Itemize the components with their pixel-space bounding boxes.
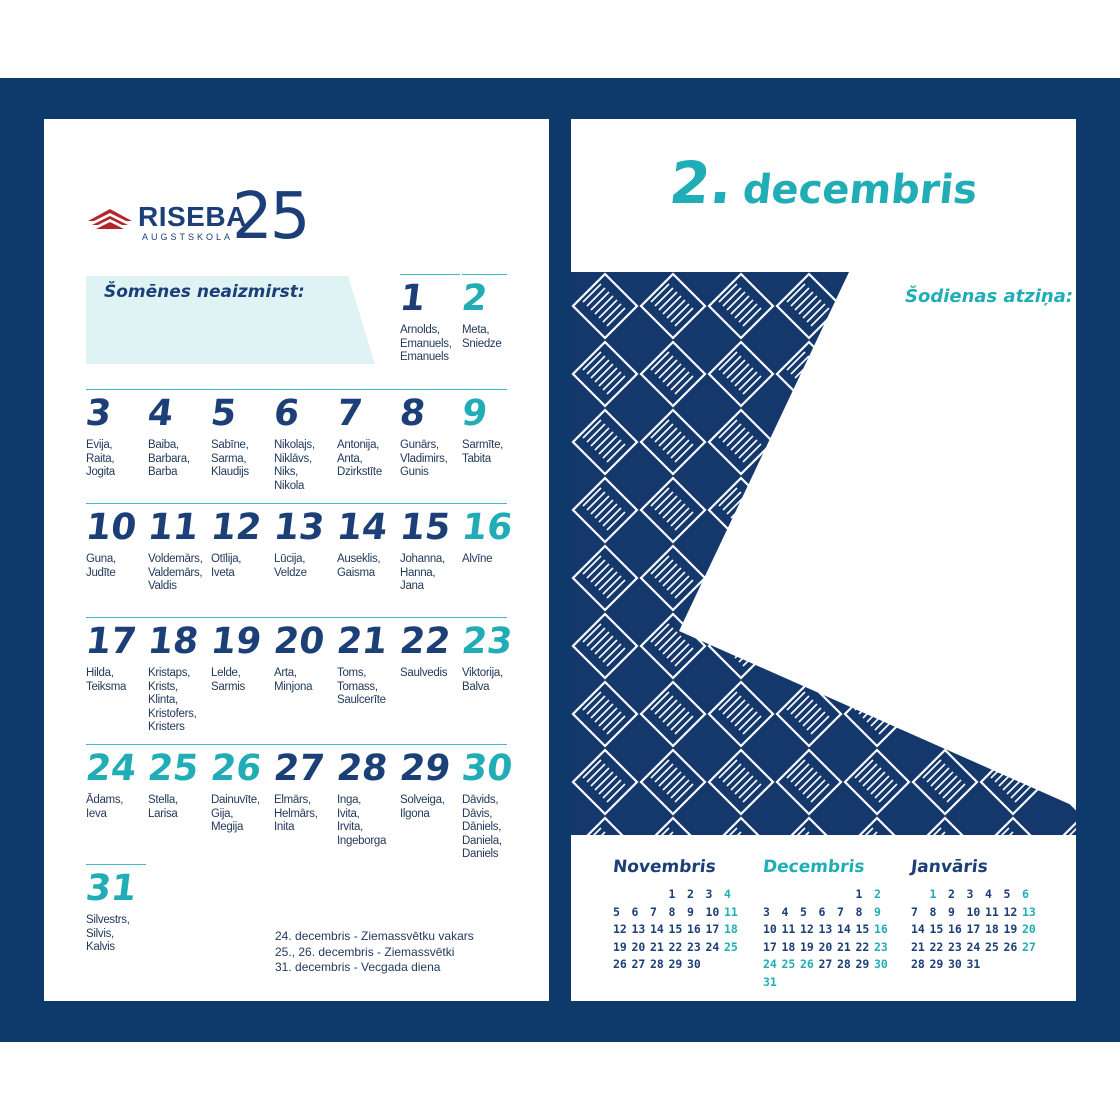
mini-calendar-day: 2 xyxy=(948,887,955,901)
day-number: 24 xyxy=(83,748,139,789)
mini-calendar-day: 27 xyxy=(818,957,833,971)
day-number: 8 xyxy=(397,393,428,434)
mini-calendar-day: 18 xyxy=(724,922,738,936)
mini-calendar-day: 19 xyxy=(613,939,627,954)
mini-calendar-day: 11 xyxy=(781,922,796,936)
day-number: 2 xyxy=(459,278,490,319)
name-day-names: Otīlija, Iveta xyxy=(211,553,242,579)
mini-calendar-day xyxy=(613,887,632,903)
mini-calendar-day: 17 xyxy=(966,922,981,936)
mini-calendar-day: 8 xyxy=(668,904,676,919)
mini-calendar-day: 6 xyxy=(631,904,639,919)
name-day-names: Kristaps, Krists, Klinta, Kristofers, Kristers xyxy=(148,667,197,733)
mini-calendar-day: 29 xyxy=(668,957,683,971)
mini-calendar-day: 23 xyxy=(948,939,962,954)
mini-calendar-day: 27 xyxy=(1022,939,1036,954)
holiday-list xyxy=(275,929,474,976)
name-day-names: Sabīne, Sarma, Klaudijs xyxy=(211,439,249,478)
mini-calendar-day: 6 xyxy=(818,904,826,919)
name-day-names: Antonija, Anta, Dzirkstīte xyxy=(337,439,382,478)
current-date xyxy=(571,149,1076,217)
mini-calendar-day: 16 xyxy=(687,922,701,936)
mini-calendar-day xyxy=(911,887,930,903)
mini-calendar-day: 9 xyxy=(874,904,881,919)
day-number: 22 xyxy=(397,621,453,662)
mini-calendar-day: 18 xyxy=(781,939,796,954)
mini-calendar-day xyxy=(650,887,669,903)
holiday-item: 31. decembris - Vecgada diena xyxy=(275,960,441,974)
name-day-names: Dainuvīte, Gija, Megija xyxy=(211,794,260,833)
mini-calendar-day: 20 xyxy=(818,939,833,954)
name-day-names: Arnolds, Emanuels, Emanuels xyxy=(400,324,452,363)
mini-calendar-day: 7 xyxy=(837,904,844,919)
names-page xyxy=(44,119,549,1001)
day-number: 11 xyxy=(145,507,201,548)
day-number: 30 xyxy=(459,748,515,789)
mini-calendar-grid xyxy=(613,887,763,973)
mini-calendar-day: 16 xyxy=(948,922,962,936)
mini-calendar-day: 2 xyxy=(687,887,694,901)
name-day-names: Toms, Tomass, Saulcerīte xyxy=(337,667,386,706)
mini-calendar-day: 12 xyxy=(1003,904,1018,919)
mini-calendar-day: 4 xyxy=(724,887,731,901)
mini-calendar-day: 29 xyxy=(929,957,944,971)
name-day-names: Johanna, Hanna, Jana xyxy=(400,553,445,592)
mini-calendar-day: 11 xyxy=(724,904,738,919)
row-divider xyxy=(86,617,507,618)
mini-calendar-day: 21 xyxy=(911,939,925,954)
day-number: 1 xyxy=(397,278,428,319)
mini-calendar-day: 5 xyxy=(800,904,807,919)
mini-calendar-day: 6 xyxy=(1022,887,1029,901)
mini-calendar-day: 8 xyxy=(855,904,863,919)
logo-subtitle: AUGSTSKOLA xyxy=(142,232,234,242)
mini-calendar-day: 10 xyxy=(763,922,777,936)
mini-calendar-day: 8 xyxy=(929,904,937,919)
mini-calendar-day xyxy=(763,887,782,903)
mini-calendar-day xyxy=(837,975,856,991)
mini-calendar-day xyxy=(800,887,819,903)
holiday-item: 24. decembris - Ziemassvētku vakars xyxy=(275,929,474,943)
day-number: 19 xyxy=(208,621,264,662)
name-day-names: Nikolajs, Niklāvs, Niks, Nikola xyxy=(274,439,315,492)
mini-calendar-day: 5 xyxy=(613,904,620,919)
mini-calendar-day: 31 xyxy=(763,974,777,989)
mini-calendar-day: 11 xyxy=(985,904,999,919)
riseba-logo xyxy=(86,181,326,261)
mini-calendar-day: 13 xyxy=(631,922,646,936)
mini-calendar-day: 1 xyxy=(668,887,676,901)
logo-anniversary: 25 xyxy=(232,180,308,254)
day-number: 21 xyxy=(334,621,390,662)
mini-calendar-day: 18 xyxy=(985,922,999,936)
mini-calendar-day: 4 xyxy=(781,904,789,919)
name-day-names: Solveiga, Ilgona xyxy=(400,794,445,820)
mini-calendar-day: 19 xyxy=(800,939,814,954)
day-number: 27 xyxy=(271,748,327,789)
name-day-names: Voldemārs, Valdemārs, Valdis xyxy=(148,553,203,592)
mini-calendar-day: 17 xyxy=(763,939,777,954)
name-day-names: Auseklis, Gaisma xyxy=(337,553,381,579)
name-day-names: Lelde, Sarmis xyxy=(211,667,245,693)
mini-calendar-day: 24 xyxy=(966,939,981,954)
day-number: 15 xyxy=(397,507,453,548)
name-day-names: Hilda, Teiksma xyxy=(86,667,127,693)
day-number: 10 xyxy=(83,507,139,548)
mini-calendar-day: 25 xyxy=(724,939,738,954)
day-number: 12 xyxy=(208,507,264,548)
mini-calendar-day xyxy=(706,957,725,973)
mini-calendar-day xyxy=(782,887,801,903)
name-day-names: Guna, Judīte xyxy=(86,553,116,579)
mini-calendar-day: 24 xyxy=(705,939,720,954)
name-day-names: Lūcija, Veldze xyxy=(274,553,307,579)
mini-calendar-day: 13 xyxy=(1022,904,1036,919)
notes-label: Šomēnes neaizmirst: xyxy=(104,282,305,302)
day-number: 31 xyxy=(83,868,139,909)
day-number: 29 xyxy=(397,748,453,789)
day-number: 16 xyxy=(459,507,515,548)
mini-calendar-day: 19 xyxy=(1003,922,1018,936)
day-number: 4 xyxy=(145,393,176,434)
mini-calendar-title: Decembris xyxy=(761,857,866,877)
mini-calendar-day: 14 xyxy=(911,922,925,936)
mini-calendar-day: 9 xyxy=(948,904,955,919)
mini-calendar-day xyxy=(837,887,856,903)
row-divider xyxy=(86,744,507,745)
mini-calendar-day: 20 xyxy=(631,939,646,954)
name-day-names: Saulvedis xyxy=(400,667,448,679)
name-day-names: Ādams, Ieva xyxy=(86,794,124,820)
mini-calendar-day: 10 xyxy=(966,904,981,919)
mini-calendar-day: 28 xyxy=(837,957,851,971)
riseba-emblem-icon xyxy=(86,203,134,233)
mini-calendar-day: 15 xyxy=(929,922,944,936)
logo-name: RISEBA xyxy=(138,201,247,232)
day-number: 23 xyxy=(459,621,515,662)
mini-calendar-day: 25 xyxy=(781,957,796,971)
day-divider xyxy=(400,274,460,275)
mini-calendar-day: 2 xyxy=(874,887,881,901)
mini-calendar-day: 31 xyxy=(966,957,981,971)
day-page xyxy=(571,119,1076,1001)
day-number: 20 xyxy=(271,621,327,662)
mini-calendar-day: 14 xyxy=(837,922,851,936)
day-number: 13 xyxy=(271,507,327,548)
mini-calendar-day: 3 xyxy=(966,887,974,901)
day-number: 28 xyxy=(334,748,390,789)
name-day-names: Evija, Raita, Jogita xyxy=(86,439,115,478)
mini-calendar-day: 3 xyxy=(763,904,770,919)
name-day-names: Elmārs, Helmārs, Inita xyxy=(274,794,318,833)
mini-calendar-day xyxy=(856,975,875,991)
mini-calendar-day: 26 xyxy=(613,957,627,971)
row-divider xyxy=(86,503,507,504)
mini-calendar-day: 20 xyxy=(1022,922,1036,936)
mini-calendar-day: 21 xyxy=(837,939,851,954)
mini-calendar-day: 7 xyxy=(911,904,918,919)
mini-calendar-day: 12 xyxy=(800,922,814,936)
mini-calendar-day: 28 xyxy=(911,957,925,971)
mini-calendar xyxy=(613,857,763,973)
mini-calendar-day: 30 xyxy=(948,957,962,971)
name-day-names: Meta, Sniedze xyxy=(462,324,502,350)
name-day-names: Silvestrs, Silvis, Kalvis xyxy=(86,914,130,953)
name-day-names: Alvīne xyxy=(462,553,493,565)
day-divider xyxy=(86,864,146,865)
name-day-names: Sarmīte, Tabita xyxy=(462,439,504,465)
mini-calendar-day: 26 xyxy=(800,957,814,971)
mini-calendar-day xyxy=(985,957,1004,973)
mini-calendar-title: Novembris xyxy=(611,857,717,877)
mini-calendar-day: 21 xyxy=(650,939,664,954)
mini-calendar-day: 22 xyxy=(668,939,683,954)
mini-calendar-day: 23 xyxy=(874,939,888,954)
day-number: 18 xyxy=(145,621,201,662)
name-day-names: Inga, Ivita, Irvita, Ingeborga xyxy=(337,794,387,847)
mini-calendar-day: 16 xyxy=(874,922,888,936)
day-number: 14 xyxy=(334,507,390,548)
mini-calendar-day xyxy=(819,975,838,991)
day-number: 6 xyxy=(271,393,302,434)
mini-calendar-day: 14 xyxy=(650,922,664,936)
mini-calendar xyxy=(911,857,1061,973)
mini-calendar-day: 30 xyxy=(687,957,701,971)
mini-calendar-day: 7 xyxy=(650,904,657,919)
day-number: 25 xyxy=(145,748,201,789)
mini-calendar-day xyxy=(632,887,651,903)
day-number: 3 xyxy=(83,393,114,434)
mini-calendar-day: 27 xyxy=(631,957,646,971)
mini-calendar-day: 9 xyxy=(687,904,694,919)
mini-calendar-day: 15 xyxy=(855,922,870,936)
name-day-names: Stella, Larisa xyxy=(148,794,178,820)
quote-label: Šodienas atziņa: xyxy=(905,286,1074,307)
mini-calendar-day: 24 xyxy=(763,957,777,971)
mini-calendar-day: 12 xyxy=(613,922,627,936)
mini-calendar-grid xyxy=(763,887,913,990)
name-day-names: Viktorija, Balva xyxy=(462,667,503,693)
name-day-names: Gunārs, Vladimirs, Gunis xyxy=(400,439,448,478)
mini-calendar-day: 29 xyxy=(855,957,870,971)
mini-calendar-day: 28 xyxy=(650,957,664,971)
mini-calendar-day: 26 xyxy=(1003,939,1018,954)
day-number: 5 xyxy=(208,393,239,434)
mini-calendar-day: 13 xyxy=(818,922,833,936)
mini-calendar-day: 17 xyxy=(705,922,720,936)
mini-calendar-day: 4 xyxy=(985,887,992,901)
mini-calendar-day: 30 xyxy=(874,957,888,971)
day-divider xyxy=(462,274,507,275)
day-number: 17 xyxy=(83,621,139,662)
mini-calendar-day: 3 xyxy=(705,887,713,901)
mini-calendar-day: 1 xyxy=(929,887,937,901)
mini-calendar-day: 22 xyxy=(929,939,944,954)
name-day-names: Arta, Minjona xyxy=(274,667,313,693)
day-number: 7 xyxy=(334,393,365,434)
mini-calendar-day xyxy=(782,975,801,991)
holiday-item: 25., 26. decembris - Ziemassvētki xyxy=(275,944,455,959)
day-number: 26 xyxy=(208,748,264,789)
mini-calendar-day xyxy=(1022,957,1041,973)
name-day-names: Dāvids, Dāvis, Dāniels, Daniela, Daniels xyxy=(462,794,502,860)
name-day-names: Baiba, Barbara, Barba xyxy=(148,439,190,478)
mini-calendar-day: 1 xyxy=(855,887,863,901)
mini-calendar-day: 5 xyxy=(1003,887,1011,901)
day-number: 9 xyxy=(459,393,490,434)
mini-calendar-day: 23 xyxy=(687,939,701,954)
mini-calendar-day xyxy=(724,957,743,973)
mini-calendar xyxy=(763,857,913,990)
mini-calendar-day: 10 xyxy=(705,904,720,919)
row-divider xyxy=(86,389,507,390)
mini-calendar-day xyxy=(1004,957,1023,973)
mini-calendar-day xyxy=(800,975,819,991)
mini-calendar-day: 25 xyxy=(985,939,999,954)
mini-calendar-title: Janvāris xyxy=(909,857,989,877)
mini-calendar-day xyxy=(874,975,893,991)
mini-calendar-grid xyxy=(911,887,1061,973)
current-day-number: 2. xyxy=(666,149,737,217)
current-month-name: decembris xyxy=(740,167,980,213)
mini-calendar-day: 15 xyxy=(668,922,683,936)
mini-calendar-day xyxy=(819,887,838,903)
mini-calendar-day: 22 xyxy=(855,939,870,954)
